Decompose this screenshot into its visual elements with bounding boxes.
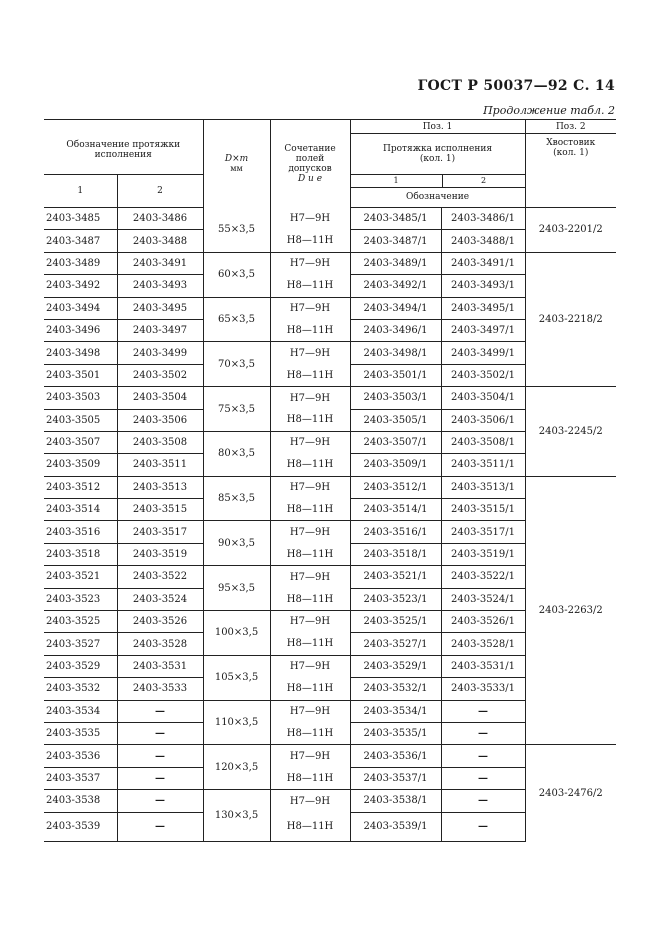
designation-col1-cell: 2403-3494 (44, 297, 117, 319)
dxm-cell: 60×3,5 (203, 252, 270, 297)
dxm-cell: 130×3,5 (203, 790, 270, 841)
tolerance-cell: H7—9H (270, 611, 350, 633)
dxm-cell: 105×3,5 (203, 655, 270, 700)
designation-col2-cell: 2403-3519 (117, 543, 203, 565)
designation-col2-cell: 2403-3486 (117, 208, 203, 230)
pos1-col1-cell: 2403-3514/1 (350, 499, 441, 521)
col-dxm-header (203, 120, 270, 208)
tolerance-cell: H8—11H (270, 722, 350, 744)
pos1-col2-cell: 2403-3506/1 (441, 409, 525, 431)
oboznachenie-label: Обозначение (405, 192, 470, 202)
tolerance-cell: H8—11H (270, 409, 350, 431)
pos1-col2-cell: 2403-3517/1 (441, 521, 525, 543)
tolerance-cell: H7—9H (270, 745, 350, 767)
pos1-col2-cell: 2403-3504/1 (441, 387, 525, 409)
designation-col2-cell: 2403-3508 (117, 431, 203, 453)
designation-col1-cell: 2403-3534 (44, 700, 117, 722)
pos1-col2-cell: 2403-3502/1 (441, 364, 525, 386)
designation-col1-cell: 2403-3498 (44, 342, 117, 364)
designation-col2-cell: 2403-3506 (117, 409, 203, 431)
designation-col2-cell: 2403-3497 (117, 319, 203, 341)
designation-col1-cell: 2403-3521 (44, 566, 117, 588)
pos1-col1-cell: 2403-3501/1 (350, 364, 441, 386)
dxm-cell: 90×3,5 (203, 521, 270, 566)
pos1-col2-cell: 2403-3493/1 (441, 275, 525, 297)
pos2-cell: 2403-2476/2 (538, 787, 603, 799)
col-tolerance-header (270, 120, 350, 208)
designation-col2-cell: 2403-3495 (117, 297, 203, 319)
designation-col2-cell: 2403-3528 (117, 633, 203, 655)
designation-col1-cell: 2403-3492 (44, 275, 117, 297)
designation-col1-cell: 2403-3514 (44, 499, 117, 521)
pos1-col2-cell: 2403-3499/1 (441, 342, 525, 364)
tolerance-cell: H7—9H (270, 342, 350, 364)
col-num-2: 2 (117, 175, 203, 208)
page-header: ГОСТ Р 50037—92 С. 14 (417, 78, 615, 94)
designation-col1-cell: 2403-3525 (44, 611, 117, 633)
designation-col2-cell: 2403-3513 (117, 476, 203, 498)
designation-col1-cell: 2403-3503 (44, 387, 117, 409)
tolerance-cell: H7—9H (270, 252, 350, 274)
designation-col2-cell: 2403-3488 (117, 230, 203, 252)
col-num-1: 1 (44, 175, 117, 208)
pos1-col2-cell: — (441, 767, 525, 789)
dxm-cell: 80×3,5 (203, 431, 270, 476)
designation-col1-cell: 2403-3489 (44, 252, 117, 274)
col-tolerance-label: Сочетание полей допусков (284, 143, 336, 174)
designation-col1-cell: 2403-3496 (44, 319, 117, 341)
pos1-col1-cell: 2403-3509/1 (350, 454, 441, 476)
tolerance-cell: H8—11H (270, 499, 350, 521)
pos1-col1-cell: 2403-3492/1 (350, 275, 441, 297)
pos1-col1-cell: 2403-3494/1 (350, 297, 441, 319)
pos1-col1-cell: 2403-3537/1 (350, 767, 441, 789)
designation-col1-cell: 2403-3509 (44, 454, 117, 476)
designation-col1-cell: 2403-3501 (44, 364, 117, 386)
pos1-col1-cell: 2403-3503/1 (350, 387, 441, 409)
designation-col1-cell: 2403-3512 (44, 476, 117, 498)
designation-col2-cell: 2403-3526 (117, 611, 203, 633)
pos1-col1-cell: 2403-3523/1 (350, 588, 441, 610)
pos1-col1-cell: 2403-3521/1 (350, 566, 441, 588)
pos1-col1-cell: 2403-3512/1 (350, 476, 441, 498)
pos1-col2-cell: 2403-3491/1 (441, 252, 525, 274)
designation-col1-cell: 2403-3518 (44, 543, 117, 565)
designation-col1-cell: 2403-3529 (44, 655, 117, 677)
tolerance-cell: H8—11H (270, 364, 350, 386)
designation-col2-cell: — (117, 745, 203, 767)
col-dxm-label: D×m (224, 153, 249, 164)
designation-col2-cell: 2403-3517 (117, 521, 203, 543)
table-row (44, 252, 616, 274)
tolerance-cell: H8—11H (270, 588, 350, 610)
designation-col2-cell: 2403-3502 (117, 364, 203, 386)
designation-col1-cell: 2403-3523 (44, 588, 117, 610)
dxm-cell: 120×3,5 (203, 745, 270, 790)
pos1-col2-cell: 2403-3513/1 (441, 476, 525, 498)
col-pos1-header: Поз. 1 (350, 120, 525, 134)
col-pos1-sub-label: Протяжка исполнения (383, 144, 493, 154)
dxm-cell: 110×3,5 (203, 700, 270, 745)
table-row (44, 476, 616, 498)
designation-col1-cell: 2403-3485 (44, 208, 117, 230)
pos1-col2-cell: — (441, 745, 525, 767)
tolerance-cell: H8—11H (270, 275, 350, 297)
tolerance-cell: H8—11H (270, 454, 350, 476)
tolerance-cell: H8—11H (270, 678, 350, 700)
pos1-col1-cell: 2403-3516/1 (350, 521, 441, 543)
table-body (44, 208, 616, 842)
designation-col1-cell: 2403-3539 (44, 812, 117, 841)
pos1-col1-cell: 2403-3532/1 (350, 678, 441, 700)
dxm-cell: 100×3,5 (203, 611, 270, 656)
pos1-col1-cell: 2403-3507/1 (350, 431, 441, 453)
designation-col2-cell: 2403-3531 (117, 655, 203, 677)
tolerance-cell: H7—9H (270, 700, 350, 722)
designation-col2-cell: 2403-3511 (117, 454, 203, 476)
tolerance-cell: H7—9H (270, 521, 350, 543)
designation-col2-cell: 2403-3524 (117, 588, 203, 610)
designation-col1-cell: 2403-3535 (44, 722, 117, 744)
designation-col1-cell: 2403-3507 (44, 431, 117, 453)
pos1-col1-cell: 2403-3505/1 (350, 409, 441, 431)
pos1-col1-cell: 2403-3539/1 (350, 812, 441, 841)
tolerance-cell: H8—11H (270, 812, 350, 841)
col-dxm-unit: мм (230, 163, 243, 173)
dxm-cell: 65×3,5 (203, 297, 270, 342)
pos1-col2-cell: 2403-3488/1 (441, 230, 525, 252)
designation-col2-cell: — (117, 812, 203, 841)
specification-table (44, 119, 616, 842)
table-row (44, 745, 616, 767)
dxm-cell: 55×3,5 (203, 208, 270, 253)
col-pos2-sub2-label: (кол. 1) (553, 148, 589, 158)
col-pos2-sub-header (525, 134, 616, 208)
pos1-col1-cell: 2403-3529/1 (350, 655, 441, 677)
tolerance-cell: H7—9H (270, 566, 350, 588)
pos1-col2-cell: 2403-3511/1 (441, 454, 525, 476)
designation-col2-cell: 2403-3515 (117, 499, 203, 521)
designation-col2-cell: 2403-3533 (117, 678, 203, 700)
pos1-col2-cell: 2403-3522/1 (441, 566, 525, 588)
designation-col1-cell: 2403-3537 (44, 767, 117, 789)
designation-col1-cell: 2403-3527 (44, 633, 117, 655)
pos1-col1-cell: 2403-3535/1 (350, 722, 441, 744)
pos1-col2-cell: 2403-3495/1 (441, 297, 525, 319)
pos1-col1-cell: 2403-3518/1 (350, 543, 441, 565)
pos1-col2-cell: 2403-3519/1 (441, 543, 525, 565)
tolerance-cell: H8—11H (270, 767, 350, 789)
col-designation-label: Обозначение протяжки исполнения (66, 140, 181, 160)
tolerance-cell: H8—11H (270, 319, 350, 341)
pos1-col1-cell: 2403-3536/1 (350, 745, 441, 767)
pos1-col1-cell: 2403-3534/1 (350, 700, 441, 722)
pos1-col2-cell: — (441, 722, 525, 744)
tolerance-cell: H7—9H (270, 655, 350, 677)
designation-col2-cell: — (117, 767, 203, 789)
tolerance-cell: H7—9H (270, 790, 350, 812)
designation-col1-cell: 2403-3538 (44, 790, 117, 812)
tolerance-cell: H7—9H (270, 297, 350, 319)
designation-col2-cell: — (117, 722, 203, 744)
pos1-col2-cell: 2403-3486/1 (441, 208, 525, 230)
tolerance-cell: H8—11H (270, 633, 350, 655)
pos1-col2-cell: 2403-3508/1 (441, 431, 525, 453)
pos1-col1-cell: 2403-3496/1 (350, 319, 441, 341)
col-pos1-subnums (350, 175, 525, 208)
col-tolerance-sub: D и e (297, 173, 323, 184)
table-row (44, 387, 616, 409)
col-pos1-sub-header (350, 134, 525, 175)
pos1-col1-cell: 2403-3489/1 (350, 252, 441, 274)
pos2-cell: 2403-2201/2 (525, 208, 616, 253)
table-continuation-label: Продолжение табл. 2 (483, 104, 615, 117)
dxm-cell: 95×3,5 (203, 566, 270, 611)
p1-num-2: 2 (480, 176, 487, 185)
dxm-cell: 75×3,5 (203, 387, 270, 432)
col-designation-header (44, 120, 203, 175)
pos1-col2-cell: 2403-3524/1 (441, 588, 525, 610)
pos2-cell: 2403-2218/2 (525, 252, 616, 386)
dxm-cell: 85×3,5 (203, 476, 270, 521)
designation-col2-cell: 2403-3493 (117, 275, 203, 297)
pos1-col1-cell: 2403-3525/1 (350, 611, 441, 633)
tolerance-cell: H7—9H (270, 476, 350, 498)
pos1-col1-cell: 2403-3498/1 (350, 342, 441, 364)
tolerance-cell: H7—9H (270, 208, 350, 230)
pos1-col2-cell: 2403-3531/1 (441, 655, 525, 677)
col-pos1-sub2-label: (кол. 1) (419, 154, 456, 164)
pos1-col2-cell: — (441, 812, 525, 841)
designation-col1-cell: 2403-3487 (44, 230, 117, 252)
col-pos2-sub-label: Хвостовик (546, 138, 596, 148)
tolerance-cell: H8—11H (270, 543, 350, 565)
tolerance-cell: H7—9H (270, 387, 350, 409)
dxm-cell: 70×3,5 (203, 342, 270, 387)
pos1-col2-cell: 2403-3533/1 (441, 678, 525, 700)
designation-col1-cell: 2403-3505 (44, 409, 117, 431)
pos1-col1-cell: 2403-3487/1 (350, 230, 441, 252)
designation-col1-cell: 2403-3532 (44, 678, 117, 700)
designation-col2-cell: 2403-3504 (117, 387, 203, 409)
pos1-col2-cell: 2403-3515/1 (441, 499, 525, 521)
pos1-col2-cell: 2403-3526/1 (441, 611, 525, 633)
col-pos2-header: Поз. 2 (525, 120, 616, 134)
designation-col2-cell: — (117, 700, 203, 722)
pos1-col2-cell: 2403-3528/1 (441, 633, 525, 655)
pos1-col1-cell: 2403-3538/1 (350, 790, 441, 812)
designation-col1-cell: 2403-3516 (44, 521, 117, 543)
pos2-cell: 2403-2245/2 (525, 387, 616, 477)
tolerance-cell: H8—11H (270, 230, 350, 252)
p1-num-1: 1 (351, 175, 443, 187)
pos1-col2-cell: 2403-3497/1 (441, 319, 525, 341)
tolerance-cell: H7—9H (270, 431, 350, 453)
pos1-col1-cell: 2403-3527/1 (350, 633, 441, 655)
designation-col1-cell: 2403-3536 (44, 745, 117, 767)
designation-col2-cell: — (117, 790, 203, 812)
pos1-col2-cell: — (441, 790, 525, 812)
pos2-cell: 2403-2263/2 (525, 476, 616, 745)
pos1-col1-cell: 2403-3485/1 (350, 208, 441, 230)
designation-col2-cell: 2403-3499 (117, 342, 203, 364)
designation-col2-cell: 2403-3491 (117, 252, 203, 274)
table-row (44, 208, 616, 230)
pos1-col2-cell: — (441, 700, 525, 722)
designation-col2-cell: 2403-3522 (117, 566, 203, 588)
